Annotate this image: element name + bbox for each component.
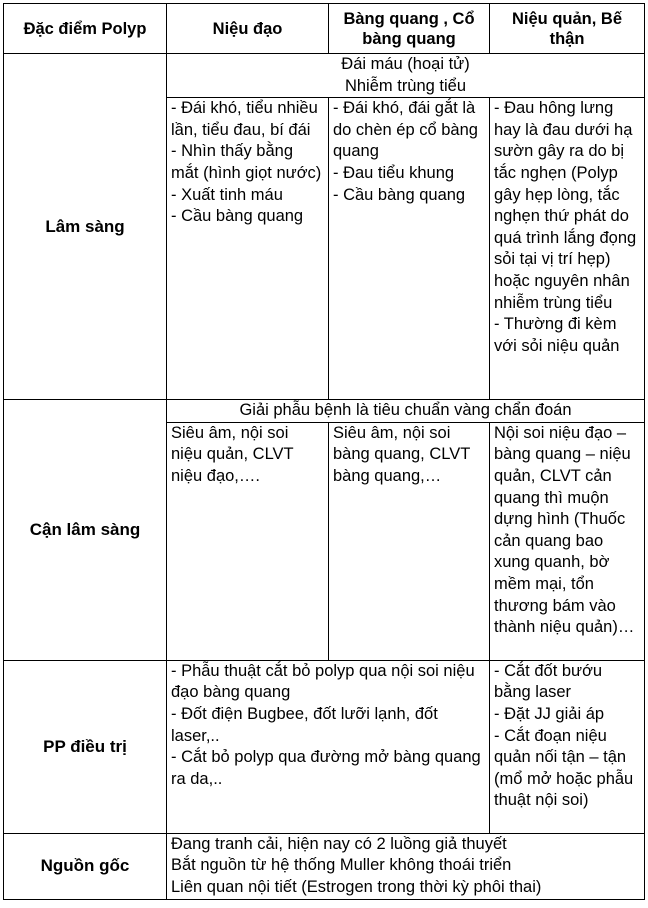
can-lam-sang-ureter: Nội soi niệu đạo – bàng quang – niệu quản, CLVT cản quang thì muộn dựng hình (Thuốc cản quang bao xung quanh, bờ mềm mại, tổn thương bám vào thành niệu quản)… (490, 422, 645, 660)
header-urethra: Niệu đạo (167, 4, 329, 54)
can-lam-sang-common: Giải phẫu bệnh là tiêu chuẩn vàng chẩn đoán (167, 400, 645, 423)
header-bladder: Bàng quang , Cổ bàng quang (329, 4, 490, 54)
row-label-nguon-goc: Nguồn gốc (4, 833, 167, 899)
dieu-tri-urethra-bladder: - Phẫu thuật cắt bỏ polyp qua nội soi niệu đạo bàng quang - Đốt điện Bugbee, đốt lưỡi lạnh, đốt laser,.. - Cắt bỏ polyp qua đường mở bàng quang ra da,.. (167, 660, 490, 833)
nguon-goc-content (167, 833, 645, 899)
nguon-goc-line: Bắt nguồn từ hệ thống Muller không thoái triển (171, 856, 512, 875)
row-label-can-lam-sang: Cận lâm sàng (4, 400, 167, 661)
lam-sang-common-line: Đái máu (hoại tử) (341, 55, 470, 73)
lam-sang-common-line: Nhiễm trùng tiểu (344, 76, 467, 95)
lam-sang-common-row (4, 54, 645, 98)
lam-sang-common (167, 54, 645, 98)
nguon-goc-row (4, 833, 645, 899)
nguon-goc-line: Đang tranh cải, hiện nay có 2 luồng giả thuyết (171, 834, 507, 853)
dieu-tri-ureter: - Cắt đốt bướu bằng laser - Đặt JJ giải áp - Cắt đoạn niệu quản nối tận – tận (mổ mở hoặc phẫu thuật nội soi) (490, 660, 645, 833)
header-ureter: Niệu quản, Bế thận (490, 4, 645, 54)
dieu-tri-row (4, 660, 645, 833)
polyp-comparison-table (3, 3, 645, 900)
nguon-goc-line: Liên quan nội tiết (Estrogen trong thời kỳ phôi thai) (171, 877, 542, 896)
header-feature: Đặc điểm Polyp (4, 4, 167, 54)
header-row (4, 4, 645, 54)
lam-sang-bladder: - Đái khó, đái gắt là do chèn ép cổ bàng quang - Đau tiểu khung - Cầu bàng quang (329, 98, 490, 400)
can-lam-sang-bladder: Siêu âm, nội soi bàng quang, CLVT bàng quang,… (329, 422, 490, 660)
lam-sang-urethra: - Đái khó, tiểu nhiều lần, tiểu đau, bí đái - Nhìn thấy bằng mắt (hình giọt nước) - Xuất tinh máu - Cầu bàng quang (167, 98, 329, 400)
can-lam-sang-urethra: Siêu âm, nội soi niệu quản, CLVT niệu đạo,…. (167, 422, 329, 660)
row-label-lam-sang: Lâm sàng (4, 54, 167, 400)
lam-sang-ureter: - Đau hông lưng hay là đau dưới hạ sườn gây ra do bị tắc nghẹn (Polyp gây hẹp lòng, tắc nghẹn thứ phát do quá trình lắng đọng sỏi tại vị trí hẹp) hoặc nguyên nhân nhiễm trùng tiểu - Thường đi kèm với sỏi niệu quản (490, 98, 645, 400)
row-label-dieu-tri: PP điều trị (4, 660, 167, 833)
can-lam-sang-common-row (4, 400, 645, 423)
